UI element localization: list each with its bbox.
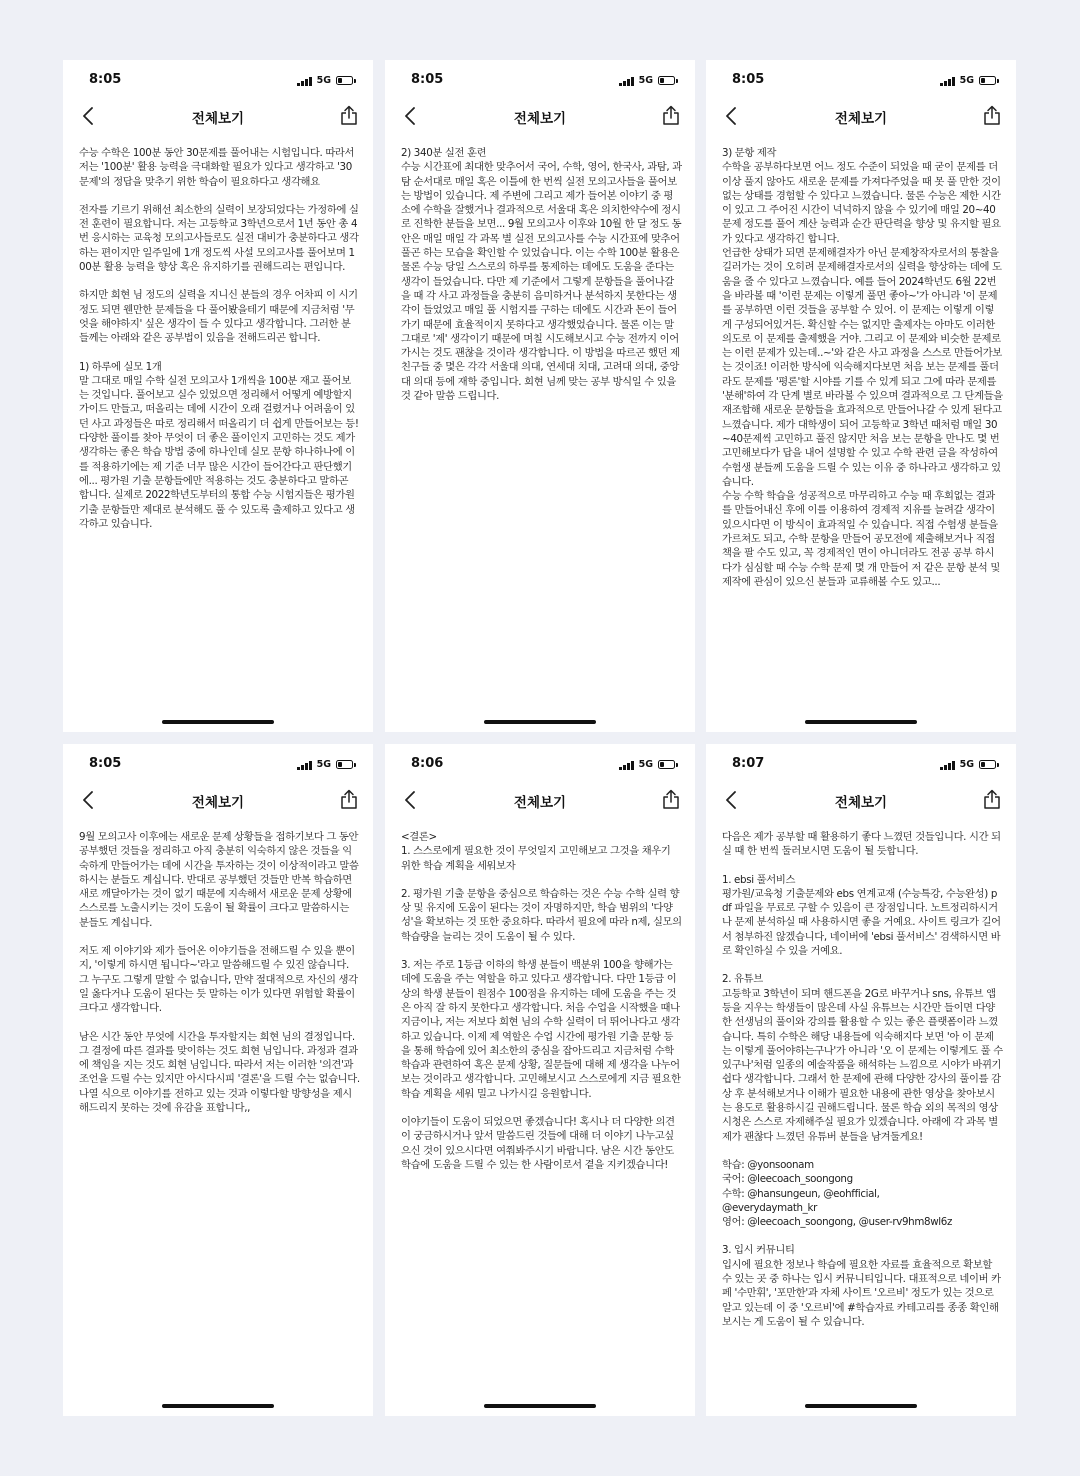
- share-icon: [662, 789, 680, 809]
- paragraph: 이야기들이 도움이 되었으면 좋겠습니다! 혹시나 더 다양한 의견이 궁금하시거나 앞서 말씀드린 것들에 대해 더 이야기 나누고싶으신 것이 있으시다면 여쭤봐주시기 바랍니다. 남은 시간 동안도 학습에 도움을 드릴 수 있는 한 사람이로서 곁을 지키겠습니다!: [401, 1116, 675, 1171]
- page-title: 전체보기: [834, 111, 888, 127]
- status-time: 8:05: [732, 72, 765, 87]
- share-button[interactable]: [980, 787, 1004, 811]
- paragraph: 2) 340분 실전 훈련 수능 시간표에 최대한 맞추어서 국어, 수학, 영어, 한국사, 과탐, 과탐 순서대로 매일 혹은 이틀에 한 번씩 실전 모의고사들을 풀어보는 방법이 있습니다. 제 주변에 그리고 제가 들어본 이야기 중 평소에 수학을 잘했거나 결과적으로 서울대 혹은 의치한약수에 정시로 진학한 분들을 보면... 9월 모의고사 이후와 10월 한 달 정도 동안은 매일 매일 각 과목 별 실전 모의고사를 수능 시간표에 맞추어 풀곤 하는 모습을 확인할 수 있었습니다. 이는 수학 100분 활용은 물론 수능 당일 스스로의 하루를 통제하는 데에도 도움을 준다는 생각이 들었습니다. 다만 제 기준에서 그렇게 문항들을 풀어나갈을 때 각 사고 과정들을 충분히 음미하거나 분석하지 못한다는 생각이 들었었고 매일 풀 시험지를 구하는 데에도 시간과 돈이 들어가기 때문에 효율적이지 못하다고 생각했었습니다. 물론 이는 말 그대로 '제' 생각이기 때문에 며칠 시도해보시고 수능 전까지 이어가시는 것도 괜찮을 것이라 생각합니다. 이 방법을 따르곤 했던 제 친구들 중 몇은 각각 서울대 의대, 연세대 치대, 고려대 의대, 중앙대 의대 등에 재학 중입니다. 희현 님께 맞는 공부 방식일 수 있을 것 같아 말씀 드립니다.: [401, 147, 682, 403]
- nav-bar: [385, 786, 695, 816]
- home-indicator[interactable]: [162, 720, 274, 724]
- paragraph: 3. 입시 커뮤니티 입시에 필요한 정보나 학습에 필요한 자료를 효율적으로 확보할 수 있는 곳 중 하나는 입시 커뮤니티입니다. 대표적으로 네이버 카페 '수만휘', '포만한'과 자체 사이트 '오르비' 정도가 있는 것으로 알고 있는데 이 중 '오르비'에 #학습자료 카테고리를 종종 확인해보시는 게 도움이 될 수 있습니다.: [722, 1244, 1001, 1328]
- share-button[interactable]: [337, 103, 361, 127]
- status-bar: [706, 72, 1016, 92]
- cellular-signal-icon: [619, 76, 634, 86]
- battery-icon: [336, 760, 353, 769]
- cellular-signal-icon: [297, 76, 312, 86]
- share-icon: [340, 105, 358, 125]
- paragraph: 학습: @yonsoonam 국어: @leecoach_soongong 수학: @hansungeun, @eohfficial, @everydaymath_kr 영어: @leecoach_soongong, @user-rv9hm8wl6z: [722, 1158, 953, 1229]
- battery-icon: [658, 760, 675, 769]
- cellular-signal-icon: [940, 760, 955, 770]
- page-title: 전체보기: [191, 795, 245, 811]
- network-type: 5G: [316, 759, 331, 770]
- battery-icon: [658, 76, 675, 85]
- paragraph: 3. 저는 주로 1등급 이하의 학생 분들이 백분위 100을 향해가는 데에 도움을 주는 역할을 하고 있다고 생각합니다. 다만 1등급 이상의 학생 분들이 원점수 100점을 유지하는 데에 도움을 주는 것은 아직 잘 하지 못한다고 생각합니다. 처음 수업을 시작했을 때나 지금이나, 저는 저보다 희현 님의 수학 실력이 더 뛰어나다고 생각하고 있습니다. 이제 제 역할은 수업 시간에 평가원 기출 문항 등을 통해 학습에 있어 최소한의 중심을 잡아드리고 지금처럼 수학 학습과 관련하여 혹은 문제 상황, 질문들에 대해 제 생각을 나누어보는 것이라고 생각합니다. 고민해보시고 스스로에게 지금 필요한 학습 계획을 세워 밀고 나가시길 응원합니다.: [401, 959, 681, 1100]
- paragraph: 2. 유튜브 고등학교 3학년이 되며 핸드폰을 2G로 바꾸거나 sns, 유튜브 앱 등을 지우는 학생들이 많은데 사실 유튜브는 시간만 들이면 다양한 선생님의 풀이와 강의를 활용할 수 있는 좋은 플랫폼이라 느꼈습니다. 특히 수학은 해당 내용들에 익숙해지다 보면 '아 이 문제는 이렇게 풀어야하는구나'가 아니라 '오 이 문제는 이렇게도 풀 수 있구나'처럼 일종의 예술작품을 해석하는 느낌으로 시야가 바뀌기 쉽다 생각합니다. 그래서 한 문제에 관해 다양한 강사의 풀이를 감상 후 분석해보거나 이해가 필요한 내용에 관한 영상을 찾아보시는 용도로 활용하시길 권해드립니다. 물론 학습 외의 목적의 영상 시청은 스스로 자제해주실 필요가 있겠습니다. 아래에 각 과목 별 제가 괜찮다 느꼈던 유튜버 분들을 남겨둘게요!: [722, 973, 1003, 1143]
- nav-bar: [385, 102, 695, 132]
- message-body: [722, 830, 1003, 1396]
- phone-screen-4: [63, 744, 373, 1416]
- status-time: 8:07: [732, 756, 765, 771]
- paragraph: 9월 모의고사 이후에는 새로운 문제 상황들을 접하기보다 그 동안 공부했던 것들을 정리하고 아직 충분히 익숙하지 않은 것들을 익숙하게 만들어가는 데에 시간을 투자하는 것이 이상적이라고 말씀하시는 분들도 계십니다. 반대로 공부했던 것들만 반복 학습하면 새로 깨달아가는 것이 없기 때문에 지속해서 새로운 문제 상황에 스스로를 노출시키는 것이 도움이 될 확률이 크다고 말씀하시는 분들도 계십니다.: [79, 831, 359, 929]
- home-indicator[interactable]: [805, 720, 917, 724]
- page-title: 전체보기: [191, 111, 245, 127]
- network-type: 5G: [959, 75, 974, 86]
- cellular-signal-icon: [619, 760, 634, 770]
- share-button[interactable]: [659, 787, 683, 811]
- status-bar: [385, 72, 695, 92]
- page-title: 전체보기: [513, 111, 567, 127]
- phone-screen-2: [385, 60, 695, 732]
- share-icon: [983, 789, 1001, 809]
- share-button[interactable]: [337, 787, 361, 811]
- share-button[interactable]: [659, 103, 683, 127]
- paragraph: 전자를 기르기 위해선 최소한의 실력이 보장되었다는 가정하에 실전 훈련이 필요합니다. 저는 고등학교 3학년으로서 1년 동안 총 4번 응시하는 교육청 모의고사들로도 실전 대비가 충분하다고 생각하는 편이지만 일주일에 1개 정도씩 사설 모의고사를 풀어보며 100분 활용 능력을 향상 혹은 유지하기를 권해드리는 편입니다.: [79, 203, 359, 274]
- network-type: 5G: [638, 75, 653, 86]
- page-title: 전체보기: [513, 795, 567, 811]
- paragraph: 수능 수학은 100분 동안 30문제를 풀어내는 시험입니다. 따라서 저는 '100분' 활용 능력을 극대화할 필요가 있다고 생각하고 '30문제'의 정답을 맞추기 위한 학습이 필요하다고 생각해요: [79, 147, 355, 188]
- message-body: [401, 146, 682, 712]
- nav-bar: [706, 786, 1016, 816]
- paragraph: 남은 시간 동안 무엇에 시간을 투자할지는 희현 님의 결정입니다. 그 결정에 따른 결과를 맞이하는 것도 희현 님입니다. 과정과 결과에 책임을 지는 것도 희현 님입니다. 따라서 저는 이러한 '의견'과 조언을 드릴 수는 있지만 아시다시피 '결론'을 드릴 수는 없습니다. 나열 식으로 이야기를 전하고 있는 것과 이렇다할 방향성을 제시해드리지 못하는 것에 유감을 표합니다,,: [79, 1030, 360, 1115]
- phone-screen-5: [385, 744, 695, 1416]
- status-time: 8:05: [411, 72, 444, 87]
- phone-screen-3: [706, 60, 1016, 732]
- message-body: [79, 146, 360, 712]
- network-type: 5G: [959, 759, 974, 770]
- phone-screen-6: [706, 744, 1016, 1416]
- status-bar: [385, 756, 695, 776]
- status-bar: [63, 72, 373, 92]
- share-button[interactable]: [980, 103, 1004, 127]
- share-icon: [662, 105, 680, 125]
- battery-icon: [979, 76, 996, 85]
- status-time: 8:06: [411, 756, 444, 771]
- paragraph: 하지만 희현 님 정도의 실력을 지니신 분들의 경우 어차피 이 시기 정도 되면 웬만한 문제들을 다 풀어봤을테기 때문에 지금처럼 '무엇을 해야하지' 싶은 생각이 들 수 있다고 생각합니다. 그러한 분들께는 아래와 같은 공부법이 있음을 전해드리곤 합니다.: [79, 289, 358, 345]
- battery-icon: [336, 76, 353, 85]
- network-type: 5G: [638, 759, 653, 770]
- share-icon: [340, 789, 358, 809]
- status-time: 8:05: [89, 72, 122, 87]
- status-bar: [706, 756, 1016, 776]
- message-body: [79, 830, 360, 1396]
- paragraph: 2. 평가원 기출 문항을 중심으로 학습하는 것은 수능 수학 실력 향상 및 유지에 도움이 된다는 것이 자명하지만, 학습 범위의 '다양성'을 확보하는 것 또한 중요하다. 따라서 필요에 따라 n제, 실모의 학습량을 늘리는 것이 도움이 될 수 있다.: [401, 887, 682, 943]
- paragraph: 다음은 제가 공부할 때 활용하기 좋다 느꼈던 것들입니다. 시간 되실 때 한 번씩 둘러보시면 도움이 될 듯합니다.: [722, 831, 1001, 858]
- paragraph: 1. ebsi 풀서비스 평가원/교육청 기출문제와 ebs 연계교재 (수능특강, 수능완성) pdf 파일을 무료로 구할 수 있음이 큰 장점입니다. 노트정리하시거나 문제 분석하실 때 사용하시면 좋을 거예요. 사이트 링크가 길어서 첨부하진 않겠습니다, 네이버에 'ebsi 풀서비스' 검색하시면 바로 확인하실 수 있을 거예요.: [722, 873, 1001, 958]
- share-icon: [983, 105, 1001, 125]
- nav-bar: [63, 102, 373, 132]
- battery-icon: [979, 760, 996, 769]
- paragraph: 저도 제 이야기와 제가 들어온 이야기들을 전해드릴 수 있을 뿐이지, '이렇게 하시면 됩니다~'라고 말씀해드릴 수 있진 않습니다. 그 누구도 그렇게 말할 수 없습니다, 만약 절대적으로 자신의 생각일 옳다거나 도움이 된다는 듯 말하는 이가 있다면 위험할 확률이 크다고 생각합니다.: [79, 945, 358, 1015]
- paragraph: <결론> 1. 스스로에게 필요한 것이 무엇일지 고민해보고 그것을 채우기 위한 학습 계획을 세워보자: [401, 831, 671, 872]
- paragraph: 1) 하루에 실모 1개 말 그대로 매일 수학 실전 모의고사 1개씩을 100분 재고 풀어보는 것입니다. 풀어보고 실수 있었으면 정리해서 어떻게 예방할지 가이드 만들고, 떠올리는 데에 시간이 오래 걸렸거나 어려움이 있던 사고 과정들은 따로 정리해서 떠올리기 더 쉽게 만들어보는 등! 다양한 풀이를 찾아 무엇이 더 좋은 풀이인지 고민하는 것도 제가 생각하는 좋은 학습 방법 중에 하나인데 실모 문항 하나하나에 이를 적용하기에는 제 기준 너무 많은 시간이 들어간다고 판단했기에... 평가원 기출 문항들에만 적용하는 것도 충분하다고 말하곤 합니다. 실제로 2022학년도부터의 통합 수능 시험지들은 평가원 기출 문항들만 제대로 분석해도 풀 수 있도록 출제하고 있다고 생각하고 있습니다.: [79, 360, 359, 530]
- nav-bar: [63, 786, 373, 816]
- paragraph: 3) 문항 제작 수학을 공부하다보면 어느 정도 수준이 되었을 때 굳이 문제를 더 이상 풀지 않아도 새로운 문제를 가져다주었을 때 못 풀 만한 것이 없는 상태를 경험할 수 있다고 느꼈습니다. 물론 수능은 제한 시간이 있고 그 주어진 시간이 넉넉하지 않을 수 있기에 매일 20~40문제 정도를 풀어 계산 능력과 순간 판단력을 향상 및 유지할 필요가 있다고 생각하긴 합니다. 언급한 상태가 되면 문제해결자가 아닌 문제창작자로서의 통찰을 길러가는 것이 오히려 문제해결자로서의 실력을 향상하는 데에 도움을 줄 수 있다고 느꼈습니다. 예를 들어 2024학년도 6월 22번을 바라볼 때 '이런 문제는 이렇게 풀면 좋아~'가 아니라 '이 문제를 공부하면 이런 것들을 공부할 수 있어. 이 문제는 이렇게 이렇게 구성되어있거든. 확신할 수는 없지만 출제자는 아마도 이러한 의도로 이 문제를 출제했을 거야. 그리고 이 문제와 비슷한 문제로는 이런 문제가 있는데..~'와 같은 사고 과정을 스스로 만들어가보는 것이죠! 이러한 방식에 익숙해지다보면 처음 보는 문제를 풀더라도 문제를 '평론'할 시야를 기를 수 있게 되고 그에 따라 문제를 '분해'하여 각 단계 별로 바라볼 수 있으며 결과적으로 그 단계들을 재조합해 새로운 문항들을 효과적으로 만들어나갈 수 있게 된다고 느꼈습니다. 제가 대학생이 되어 고등학교 3학년 때처럼 매일 30~40문제씩 고민하고 풀진 않지만 처음 보는 문항을 만나도 몇 번 고민해보다가 답을 내어 설명할 수 있고 수학 관련 글을 작성하여 수험생 분들께 도움을 드릴 수 있는 이유 중 하나라고 생각하고 있습니다. 수능 수학 학습을 성공적으로 마무리하고 수능 때 후회없는 결과를 만들어내신 후에 이를 이용하여 경제적 지유를 늘려갈 생각이 있으시다면 이 방식이 효과적일 수 있습니다. 직접 수험생 분들을 가르쳐도 되고, 수학 문항을 만들어 공모전에 제출해보거나 직접 책을 팔 수도 있고, 꼭 경제적인 면이 아니더라도 전공 공부 하시다가 심심할 때 수능 수학 문제 몇 개 만들어 저 같은 문항 분석 및 제작에 관심이 있으신 분들과 교류해볼 수도 있고...: [722, 147, 1003, 588]
- home-indicator[interactable]: [805, 1404, 917, 1408]
- phone-screen-1: [63, 60, 373, 732]
- cellular-signal-icon: [940, 76, 955, 86]
- network-type: 5G: [316, 75, 331, 86]
- status-time: 8:05: [89, 756, 122, 771]
- message-body: [722, 146, 1003, 712]
- message-body: [401, 830, 682, 1396]
- cellular-signal-icon: [297, 760, 312, 770]
- home-indicator[interactable]: [162, 1404, 274, 1408]
- status-bar: [63, 756, 373, 776]
- nav-bar: [706, 102, 1016, 132]
- home-indicator[interactable]: [484, 720, 596, 724]
- page-title: 전체보기: [834, 795, 888, 811]
- home-indicator[interactable]: [484, 1404, 596, 1408]
